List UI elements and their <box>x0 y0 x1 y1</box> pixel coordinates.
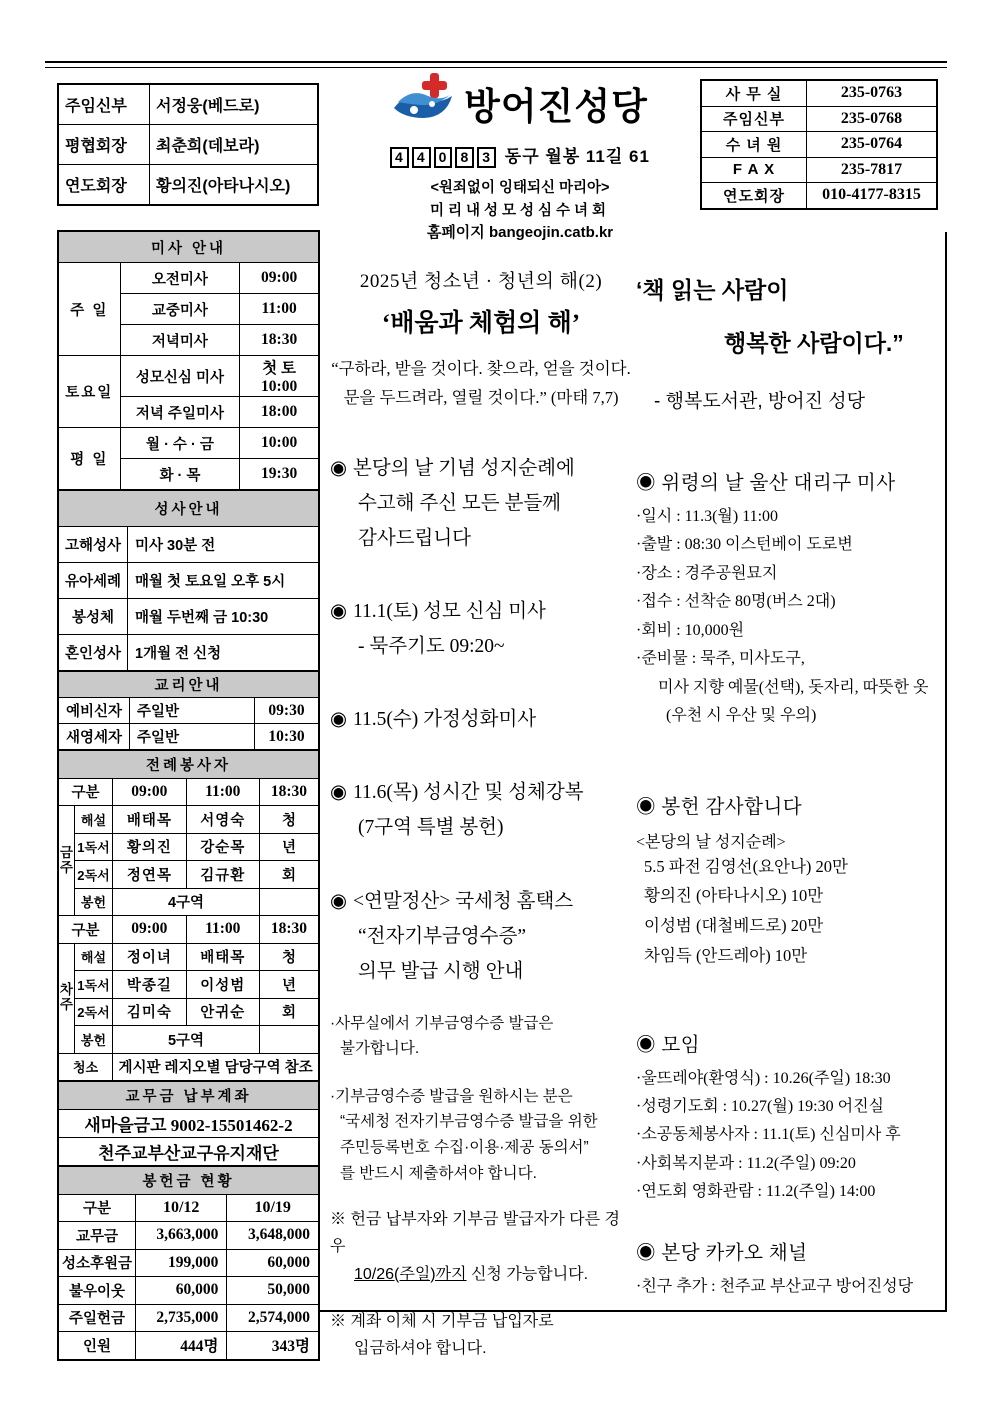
server-name: 배태목 <box>186 943 259 971</box>
table-row <box>58 635 319 672</box>
server-name: 청 <box>259 806 319 834</box>
server-name: 이성범 <box>186 971 259 999</box>
mass-name: 화 · 목 <box>120 459 240 491</box>
servers-col-header: 11:00 <box>186 916 259 944</box>
servers-col-header: 구분 <box>58 778 113 806</box>
section-header-mass: 미사 안내 <box>58 231 319 263</box>
table-row <box>58 971 319 999</box>
phone-value: 235-0768 <box>807 106 938 132</box>
sacrament-label: 혼인성사 <box>58 635 128 672</box>
caution-note <box>330 1206 632 1288</box>
server-role: 2독서 <box>74 861 112 889</box>
bullet-icon: ◉ <box>636 1034 657 1056</box>
offering-value: 199,000 <box>136 1249 227 1277</box>
table-row <box>701 80 937 106</box>
offering-thanks-subtitle: <본당의 날 성지순례> <box>636 833 786 851</box>
announcement-line: 감사드립니다 <box>358 527 472 549</box>
mass-time: 18:00 <box>240 397 319 428</box>
memorial-detail-line: ·접수 : 선착순 80명(버스 2대) <box>636 593 836 611</box>
role-value: 황의진(아타나시오) <box>150 165 319 206</box>
server-role: 해설 <box>74 806 112 834</box>
table-row <box>58 1277 319 1305</box>
announcement-item <box>330 702 632 737</box>
section-title-text: 봉헌 감사합니다 <box>661 796 803 818</box>
table-row <box>58 1194 319 1222</box>
bullet-icon: ◉ <box>330 457 348 479</box>
note-line: “국세청 전자기부금영수증 발급을 위한 <box>340 1113 598 1131</box>
announcement-item <box>330 594 632 664</box>
sacrament-value: 매월 첫 토요일 오후 5시 <box>128 563 320 599</box>
verse-line: 문을 두드려라, 열릴 것이다.” (마태 7,7) <box>343 387 619 407</box>
mass-name: 오전미사 <box>120 263 240 294</box>
offering-district: 5구역 <box>113 1026 260 1054</box>
tax-note <box>330 1011 632 1062</box>
table-row <box>58 599 319 635</box>
phone-value: 010-4177-8315 <box>807 183 938 209</box>
server-name: 강순목 <box>186 833 259 861</box>
postal-digit: 4 <box>390 147 409 168</box>
memorial-detail-line: ·출발 : 08:30 이스턴베이 도로변 <box>636 536 853 554</box>
phone-label: 수 녀 원 <box>701 132 807 158</box>
table-row <box>58 1332 319 1360</box>
mass-day: 토요일 <box>58 356 120 428</box>
offering-value: 2,574,000 <box>227 1304 319 1332</box>
announcement-line: <연말정산> 국세청 홈택스 <box>353 890 574 912</box>
phone-value: 235-7817 <box>807 157 938 183</box>
kakao-line: ·친구 추가 : 천주교 부산교구 방어진성당 <box>636 1277 914 1295</box>
section-header-sacrament: 성사안내 <box>58 490 319 527</box>
memorial-detail-line: ·장소 : 경주공원묘지 <box>636 564 778 582</box>
donor-line: 황의진 (아타나시오) 10만 <box>644 886 824 906</box>
bullet-icon: ◉ <box>636 473 657 494</box>
catechism-time: 09:30 <box>255 698 320 724</box>
bullet-icon: ◉ <box>330 782 348 804</box>
memorial-detail-line: 미사 지향 예물(선택), 돗자리, 따뜻한 옷 <box>658 678 929 696</box>
mass-name: 저녁미사 <box>120 325 240 356</box>
role-value: 서정웅(베드로) <box>150 84 319 125</box>
dedication-line: <원죄없이 잉태되신 마리아> <box>430 180 610 196</box>
catechism-table <box>57 670 320 751</box>
cleaning-value: 게시판 레지오별 담당구역 참조 <box>113 1053 319 1081</box>
table-row <box>701 132 937 158</box>
server-name: 정이녀 <box>113 943 186 971</box>
note-line-rest: 신청 가능합니다. <box>466 1265 589 1283</box>
section-header-account: 교무금 납부계좌 <box>58 1081 319 1110</box>
server-name: 김규환 <box>186 861 259 889</box>
offering-value: 50,000 <box>227 1277 319 1305</box>
kakao-channel-title <box>636 1237 938 1265</box>
announcement-item <box>330 775 632 845</box>
meeting-line: ·소공동체봉사자 : 11.1(토) 신심미사 후 <box>636 1126 901 1144</box>
mass-day: 주 일 <box>58 263 120 356</box>
announcement-line: 수고해 주신 모든 분들께 <box>358 492 561 514</box>
server-name: 배태목 <box>113 806 186 834</box>
announcement-line: 의무 발급 시행 안내 <box>358 960 524 982</box>
table-row <box>58 527 319 563</box>
server-name: 청 <box>259 943 319 971</box>
phone-label: 사 무 실 <box>701 80 807 106</box>
homepage-line: 홈페이지 bangeojin.catb.kr <box>426 224 614 241</box>
server-name: 서영숙 <box>186 806 259 834</box>
server-role: 1독서 <box>74 971 112 999</box>
announcement-line: 11.5(수) 가정성화미사 <box>353 709 537 731</box>
mass-time: 18:30 <box>240 325 319 356</box>
meetings-title <box>636 1029 938 1057</box>
sacrament-label: 고해성사 <box>58 527 128 563</box>
bullet-icon: ◉ <box>330 601 348 623</box>
meeting-line: ·사회복지분과 : 11.2(주일) 09:20 <box>636 1154 856 1172</box>
role-value: 최춘희(데보라) <box>150 125 319 165</box>
donor-line: 5.5 파전 김영선(요안나) 20만 <box>644 856 848 876</box>
offering-value: 60,000 <box>227 1249 319 1277</box>
notices-column <box>636 232 938 1301</box>
note-line: 입금하셔야 합니다. <box>354 1339 487 1357</box>
offering-col-header: 10/12 <box>136 1194 227 1222</box>
offering-value: 60,000 <box>136 1277 227 1305</box>
bible-verse <box>330 355 632 413</box>
phone-value: 235-0764 <box>807 132 938 158</box>
liturgy-servers-table <box>57 749 320 1082</box>
table-row <box>58 263 319 294</box>
section-title-text: 모임 <box>661 1034 701 1056</box>
cleaning-label: 청소 <box>58 1053 113 1081</box>
servers-col-header: 18:30 <box>259 916 319 944</box>
announcement-line: (7구역 특별 봉헌) <box>358 817 504 839</box>
server-name: 황의진 <box>113 833 186 861</box>
announcements-column <box>330 232 632 1362</box>
role-label: 평협회장 <box>58 125 150 165</box>
church-dues-account-table <box>57 1080 320 1167</box>
week-label: 차주 <box>58 943 74 1053</box>
sacrament-table <box>57 489 320 672</box>
deadline-underlined: 10/26(주일)까지 <box>354 1265 467 1283</box>
account-number: 새마을금고 9002-15501462-2 <box>58 1110 319 1138</box>
table-row <box>58 1304 319 1332</box>
offering-district: 4구역 <box>113 888 260 916</box>
servers-col-header: 09:00 <box>113 916 186 944</box>
server-name: 김미숙 <box>113 998 186 1026</box>
street-address: 동구 월봉 11길 61 <box>504 147 650 166</box>
table-row <box>58 861 319 889</box>
table-row <box>58 916 319 944</box>
catechism-class: 주일반 <box>130 724 255 751</box>
donor-line: 차임득 (안드레아) 10만 <box>644 945 808 965</box>
mass-schedule-table <box>57 230 320 491</box>
church-logo-icon <box>392 72 456 133</box>
bullet-icon: ◉ <box>636 1242 657 1264</box>
note-line: ※ 계좌 이체 시 기부금 납입자로 <box>330 1312 554 1330</box>
mass-time: 09:00 <box>240 263 319 294</box>
note-line: 를 반드시 제출하셔야 합니다. <box>340 1164 537 1182</box>
donor-line: 이성범 (대철베드로) 20만 <box>644 916 824 936</box>
catechism-label: 새영세자 <box>58 724 130 751</box>
catechism-time: 10:30 <box>255 724 320 751</box>
memorial-detail-line: ·준비물 : 묵주, 미사도구, <box>636 650 805 668</box>
header-right-table <box>700 79 938 210</box>
table-row <box>58 943 319 971</box>
order-line: 미리내성모성심수녀회 <box>429 203 611 219</box>
table-row <box>58 356 319 397</box>
table-row <box>58 806 319 834</box>
header-left-table <box>57 83 319 206</box>
library-quote-line: 행복한 사람이다.” <box>724 330 904 356</box>
announcement-line: “전자기부금영수증” <box>358 925 527 947</box>
offering-label: 인원 <box>58 1332 136 1360</box>
offering-label: 주일헌금 <box>58 1304 136 1332</box>
catechism-label: 예비신자 <box>58 698 130 724</box>
section-title-text: 본당 카카오 채널 <box>661 1242 808 1264</box>
sacrament-value: 1개월 전 신청 <box>128 635 320 672</box>
server-role: 2독서 <box>74 998 112 1026</box>
sacrament-value: 매월 두번째 금 10:30 <box>128 599 320 635</box>
note-line <box>330 1261 632 1288</box>
bullet-icon: ◉ <box>330 890 348 912</box>
note-line: ·기부금영수증 발급을 원하시는 분은 <box>330 1087 573 1105</box>
main-content-box <box>318 232 947 1357</box>
bullet-icon: ◉ <box>636 796 657 818</box>
server-name: 회 <box>259 998 319 1026</box>
offering-status-table <box>57 1165 320 1361</box>
top-double-rule <box>45 61 947 68</box>
announcement-line: 11.6(목) 성시간 및 성체강복 <box>353 782 584 804</box>
servers-col-header: 11:00 <box>186 778 259 806</box>
mass-name: 저녁 주일미사 <box>120 397 240 428</box>
account-holder: 천주교부산교구유지재단 <box>58 1138 319 1167</box>
offering-label: 성소후원금 <box>58 1249 136 1277</box>
offering-value: 2,735,000 <box>136 1304 227 1332</box>
offering-value: 343명 <box>227 1332 319 1360</box>
note-line: 주민등록번호 수집·이용·제공 동의서” <box>340 1139 589 1157</box>
section-header-catechism: 교리안내 <box>58 671 319 698</box>
offering-label: 교무금 <box>58 1222 136 1250</box>
catechism-class: 주일반 <box>130 698 255 724</box>
offering-col-header: 10/19 <box>227 1194 319 1222</box>
mass-name: 월 · 수 · 금 <box>120 428 240 459</box>
note-line: 불가합니다. <box>340 1040 420 1058</box>
sidebar <box>57 232 320 1361</box>
offering-thanks-title <box>636 791 938 819</box>
meeting-line: ·성령기도회 : 10.27(월) 19:30 어진실 <box>636 1097 884 1115</box>
mass-day: 평 일 <box>58 428 120 491</box>
server-role: 봉헌 <box>74 1026 112 1054</box>
offering-label: 불우이웃 <box>58 1277 136 1305</box>
memorial-detail-line: ·회비 : 10,000원 <box>636 621 745 639</box>
header-center <box>345 72 695 242</box>
note-line: ·사무실에서 기부금영수증 발급은 <box>330 1014 554 1032</box>
verse-line: “구하라, 받을 것이다. 찾으라, 얻을 것이다. <box>331 359 631 378</box>
servers-col-header: 18:30 <box>259 778 319 806</box>
offering-value: 3,648,000 <box>227 1222 319 1250</box>
bullet-icon: ◉ <box>330 709 348 731</box>
sacrament-label: 유아세례 <box>58 563 128 599</box>
table-row <box>58 833 319 861</box>
phone-label: 주임신부 <box>701 106 807 132</box>
tax-note <box>330 1084 632 1186</box>
meeting-line: ·울뜨레야(환영식) : 10.26(주일) 18:30 <box>636 1069 891 1087</box>
server-name: 회 <box>259 861 319 889</box>
table-row <box>701 157 937 183</box>
table-row <box>58 724 319 751</box>
phone-value: 235-0763 <box>807 80 938 106</box>
table-row <box>58 1026 319 1054</box>
table-row <box>58 125 318 165</box>
section-title-text: 위령의 날 울산 대리구 미사 <box>661 473 896 494</box>
mass-time: 10:00 <box>240 428 319 459</box>
role-label: 주임신부 <box>58 84 150 125</box>
section-header-servers: 전례봉사자 <box>58 750 319 778</box>
address-row <box>345 142 695 168</box>
mass-name: 교중미사 <box>120 294 240 325</box>
server-role: 1독서 <box>74 833 112 861</box>
announcement-item <box>330 884 632 989</box>
table-row <box>58 1249 319 1277</box>
table-row <box>701 183 937 209</box>
meeting-line: ·연도회 영화관람 : 11.2(주일) 14:00 <box>636 1183 876 1201</box>
postal-digit: 3 <box>477 147 496 168</box>
announcement-line: 11.1(토) 성모 신심 미사 <box>353 601 546 623</box>
server-role: 봉헌 <box>74 888 112 916</box>
table-row <box>58 165 318 206</box>
table-row <box>58 698 319 724</box>
table-row <box>58 1222 319 1250</box>
mass-time: 11:00 <box>240 294 319 325</box>
phone-label: F A X <box>701 157 807 183</box>
server-role: 해설 <box>74 943 112 971</box>
offering-col-header: 구분 <box>58 1194 136 1222</box>
table-row <box>58 1053 319 1081</box>
memorial-mass-title <box>636 467 938 495</box>
announcement-item <box>330 451 632 556</box>
mass-time: 첫 토 10:00 <box>240 356 319 397</box>
memorial-detail-line: ·일시 : 11.3(월) 11:00 <box>636 508 779 525</box>
library-quote-attribution: - 행복도서관, 방어진 성당 <box>654 391 865 412</box>
week-label: 금주 <box>58 806 74 916</box>
church-name: 방어진성당 <box>464 85 648 127</box>
caution-note <box>330 1308 632 1362</box>
server-name: 정연목 <box>113 861 186 889</box>
table-row <box>58 84 318 125</box>
servers-col-header: 구분 <box>58 916 113 944</box>
announcement-line: 본당의 날 기념 성지순례에 <box>353 457 575 479</box>
announcement-line: - 묵주기도 09:20~ <box>358 636 505 658</box>
memorial-detail-line: (우천 시 우산 및 우의) <box>666 707 817 725</box>
sacrament-label: 봉성체 <box>58 599 128 635</box>
table-row <box>58 778 319 806</box>
sacrament-value: 미사 30분 전 <box>128 527 320 563</box>
postal-digit: 0 <box>434 147 453 168</box>
servers-col-header: 09:00 <box>113 778 186 806</box>
server-name: 안귀순 <box>186 998 259 1026</box>
mass-time: 19:30 <box>240 459 319 491</box>
offering-value: 444명 <box>136 1332 227 1360</box>
server-name: 박종길 <box>113 971 186 999</box>
table-row <box>58 563 319 599</box>
server-name <box>259 888 319 916</box>
postal-digit: 4 <box>412 147 431 168</box>
role-label: 연도회장 <box>58 165 150 206</box>
postal-digit: 8 <box>455 147 474 168</box>
note-line: ※ 헌금 납부자와 기부금 발급자가 다른 경우 <box>330 1211 620 1256</box>
server-name: 년 <box>259 971 319 999</box>
table-row <box>58 998 319 1026</box>
year-theme-title: 2025년 청소년 · 청년의 해(2) <box>359 271 603 292</box>
library-quote-line: ‘책 읽는 사람이 <box>636 277 789 303</box>
theme-title: ‘배움과 체험의 해’ <box>381 310 581 337</box>
table-row <box>58 428 319 459</box>
section-header-offering: 봉헌금 현황 <box>58 1166 319 1194</box>
offering-value: 3,663,000 <box>136 1222 227 1250</box>
mass-name: 성모신심 미사 <box>120 356 240 397</box>
table-row <box>701 106 937 132</box>
phone-label: 연도회장 <box>701 183 807 209</box>
server-name: 년 <box>259 833 319 861</box>
table-row <box>58 888 319 916</box>
server-name <box>259 1026 319 1054</box>
